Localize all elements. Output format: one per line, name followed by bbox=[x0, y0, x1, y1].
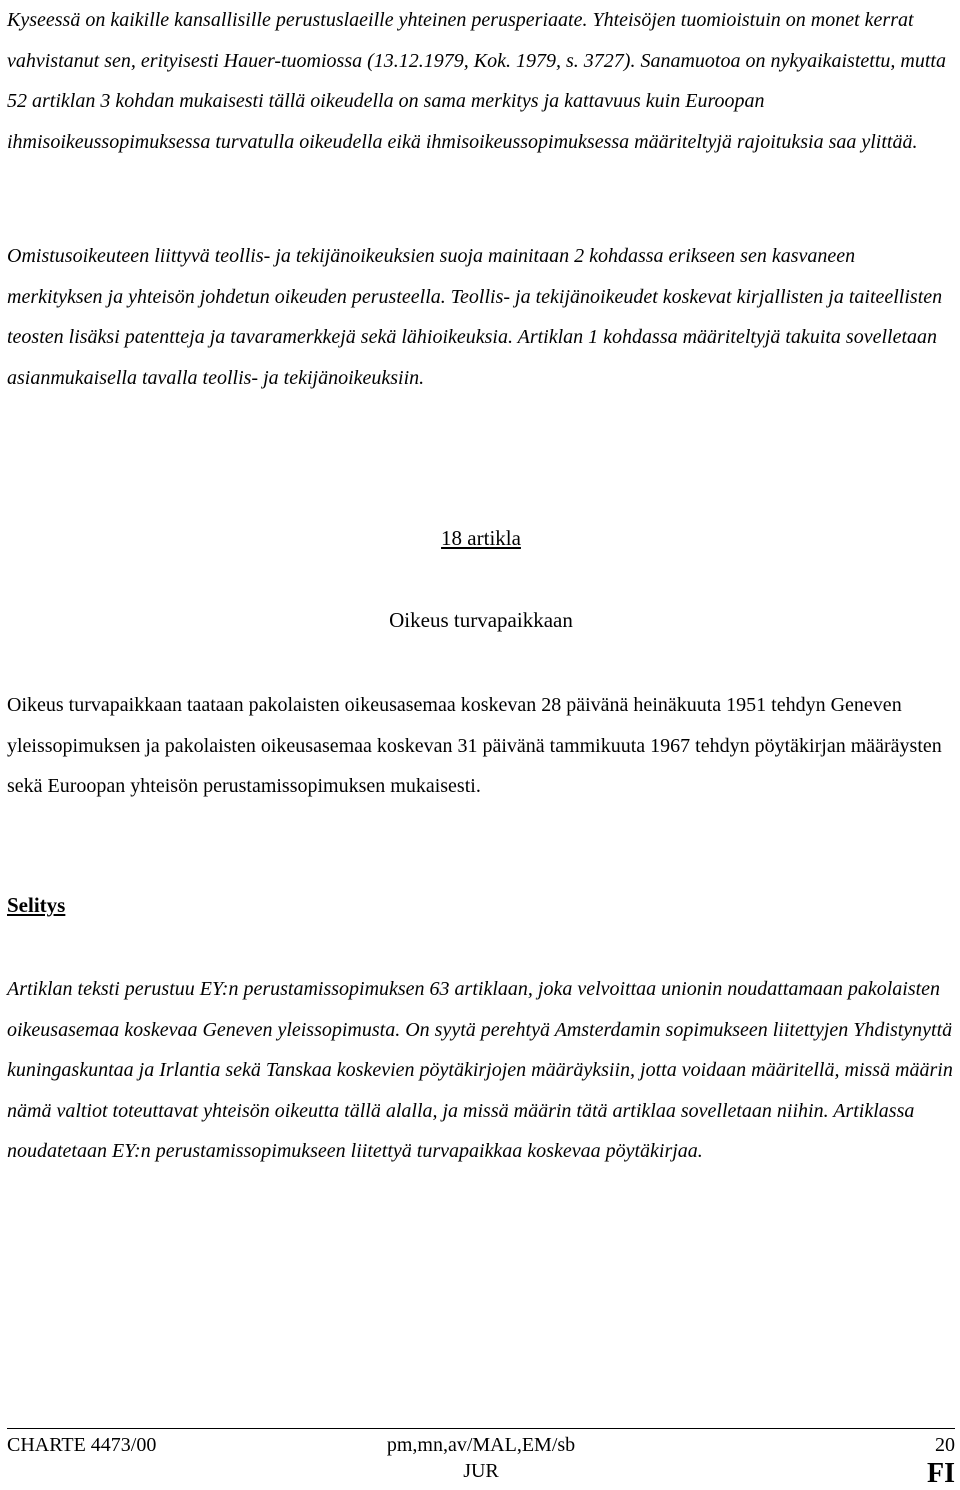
footer-doc-ref: CHARTE 4473/00 bbox=[7, 1434, 157, 1456]
explanation-text: Artiklan teksti perustuu EY:n perustamissopimuksen 63 artiklaan, joka velvoittaa unionin noudattamaan pakolaisten oikeusasemaa koskevaa Geneven yleissopimusta. On syytä perehtyä Amsterdamin sopimukseen liitettyjen Yhdistynyttä kuningaskuntaa ja Irlantia sekä Tanskaa koskevien pöytäkirjojen määräyksiin, jotta voidaan määritellä, missä määrin nämä valtiot toteuttavat yhteisön oikeutta tällä alalla, ja missä määrin tätä artiklaa sovelletaan niihin. Artiklassa noudatetaan EY:n perustamissopimukseen liitettyä turvapaikkaa koskevaa pöytäkirjaa. bbox=[7, 978, 953, 1163]
article-title: Oikeus turvapaikkaan bbox=[389, 608, 573, 632]
paragraph-commentary-2: Omistusoikeuteen liittyvä teollis- ja tekijänoikeuksien suoja mainitaan 2 kohdassa erikseen sen kasvaneen merkityksen ja yhteisön johdetun oikeuden perusteella. Teollis- ja tekijänoikeudet koskevat kirjallisten ja taiteellisten teosten lisäksi patentteja ja tavaramerkkejä sekä lähioikeuksia. Artiklan 1 kohdassa määriteltyjä takuita sovelletaan asianmukaisella tavalla teollis- ja tekijänoikeuksiin. bbox=[7, 245, 943, 389]
article-text: Oikeus turvapaikkaan taataan pakolaisten oikeusasemaa koskevan 28 päivänä heinäkuuta 1951 tehdyn Geneven yleissopimuksen ja pakolaisten oikeusasemaa koskevan 31 päivänä tammikuuta 1967 tehdyn pöytäkirjan määräysten sekä Euroopan yhteisön perustamissopimuksen mukaisesti. bbox=[7, 694, 942, 798]
footer-initials: pm,mn,av/MAL,EM/sb bbox=[386, 1434, 576, 1456]
paragraph-commentary-1: Kyseessä on kaikille kansallisille perustuslaeille yhteinen perusperiaate. Yhteisöjen tuomioistuin on monet kerrat vahvistanut sen, erityisesti Hauer-tuomiossa (13.12.1979, Kok. 1979, s. 3727). Sanamuotoa on nykyaikaistettu, mutta 52 artiklan 3 kohdan mukaisesti tällä oikeudella on sama merkitys ja kattavuus kuin Euroopan ihmisoikeussopimuksessa turvatulla oikeudella eikä ihmisoikeussopimuksessa määriteltyjä rajoituksia saa ylittää. bbox=[7, 9, 946, 153]
footer-page-number: 20 bbox=[935, 1434, 955, 1456]
footer-center bbox=[7, 1432, 955, 1484]
footer-dept: JUR bbox=[463, 1460, 499, 1482]
footer-divider bbox=[7, 1428, 955, 1429]
article-heading: 18 artikla bbox=[441, 526, 521, 550]
footer-language: FI bbox=[927, 1458, 955, 1489]
footer-right bbox=[927, 1432, 955, 1490]
explanation-heading: Selitys bbox=[7, 893, 66, 917]
